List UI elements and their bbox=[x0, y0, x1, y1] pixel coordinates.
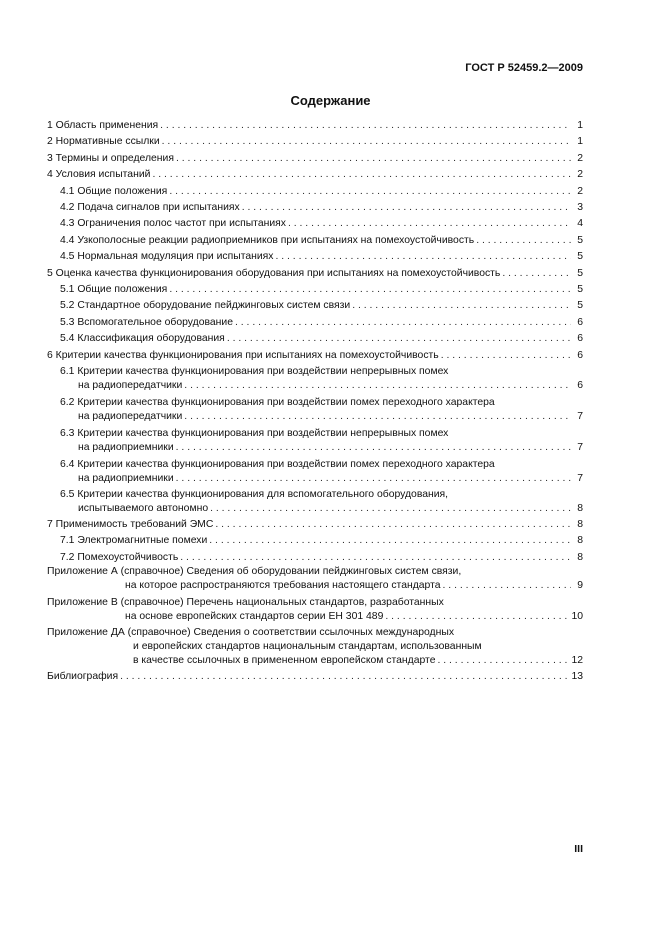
toc-entry-page: 7 bbox=[577, 442, 583, 453]
toc-entry-text: 1 Область применения bbox=[47, 120, 159, 131]
toc-entry-text: 3 Термины и определения bbox=[47, 152, 174, 164]
toc-entry[interactable] bbox=[47, 517, 583, 532]
toc-entry-page: 1 bbox=[577, 120, 583, 131]
toc-entry-text: 2 Нормативные ссылки bbox=[47, 136, 160, 148]
toc-entry-text: 4.4 Узкополосные реакции радиоприемников при испытаниях на помехоустойчивость bbox=[60, 234, 475, 246]
toc-entry[interactable] bbox=[78, 378, 583, 393]
toc-entry-text: 4.1 Общие положения bbox=[60, 185, 168, 197]
toc-entry-text: 7 Применимость требований ЭМС bbox=[47, 519, 214, 530]
toc-entry[interactable] bbox=[133, 653, 583, 668]
toc-entry-page: 10 bbox=[571, 611, 583, 622]
toc-entry-page: 6 bbox=[577, 349, 583, 361]
toc-entry-first-line: 6.3 Критерии качества функционирования при воздействии непрерывных помех bbox=[60, 428, 449, 439]
toc-entry-page: 5 bbox=[577, 284, 583, 295]
toc-entry-page: 8 bbox=[577, 535, 583, 547]
toc-entry-page: 5 bbox=[577, 267, 583, 279]
toc-entry-text: 7.1 Электромагнитные помехи bbox=[60, 535, 208, 547]
toc-entry[interactable] bbox=[47, 167, 583, 182]
toc-entry-text: 4.3 Ограничения полос частот при испытаниях bbox=[60, 218, 286, 230]
toc-entry[interactable] bbox=[78, 409, 583, 424]
toc-entry-first-line: 6.4 Критерии качества функционирования при воздействии помех переходного характера bbox=[60, 459, 495, 470]
page-number: III bbox=[574, 843, 583, 855]
toc-entry-text: 5 Оценка качества функционирования оборудования при испытаниях на помехоустойчивость bbox=[47, 267, 501, 279]
toc-entry[interactable] bbox=[60, 216, 583, 231]
toc-entry[interactable] bbox=[125, 578, 583, 593]
toc-entry-page: 8 bbox=[577, 551, 583, 563]
toc-entry-page: 5 bbox=[577, 300, 583, 312]
toc-entry[interactable] bbox=[47, 118, 583, 133]
toc-entry-text: на радиопередатчики bbox=[78, 411, 183, 422]
toc-entry-first-line: 6.2 Критерии качества функционирования при воздействии помех переходного характера bbox=[60, 397, 495, 408]
toc-entry[interactable] bbox=[60, 550, 583, 565]
toc-entry-page: 1 bbox=[577, 136, 583, 148]
toc-entry-page: 12 bbox=[571, 655, 583, 666]
toc-entry-text: 4.2 Подача сигналов при испытаниях bbox=[60, 202, 240, 213]
toc-entry-text: 5.3 Вспомогательное оборудование bbox=[60, 316, 233, 328]
toc-entry-second-line: и европейских стандартов национальным стандартам, использованным bbox=[133, 641, 482, 652]
toc-entry-page: 9 bbox=[577, 580, 583, 591]
toc-entry-page: 5 bbox=[577, 234, 583, 246]
toc-entry[interactable] bbox=[60, 315, 583, 330]
toc-entry[interactable] bbox=[60, 331, 583, 346]
document-number: ГОСТ Р 52459.2—2009 bbox=[465, 62, 583, 74]
toc-entry[interactable] bbox=[78, 501, 583, 516]
toc-entry-text: 5.4 Классификация оборудования bbox=[60, 333, 225, 345]
toc-entry-text: в качестве ссылочных в примененном европейском стандарте bbox=[133, 655, 436, 666]
toc-entry[interactable] bbox=[60, 533, 583, 548]
toc-entry-text: Библиография bbox=[47, 671, 119, 682]
toc-entry-page: 4 bbox=[577, 218, 583, 230]
toc-entry-text: 7.2 Помехоустойчивость bbox=[60, 551, 179, 563]
toc-entry-page: 6 bbox=[577, 380, 583, 391]
page-title: Содержание bbox=[290, 93, 371, 108]
toc-entry[interactable] bbox=[47, 134, 583, 149]
toc-entry[interactable] bbox=[60, 233, 583, 248]
toc-entry-first-line: 6.5 Критерии качества функционирования для вспомогательного оборудования, bbox=[60, 489, 449, 500]
toc-entry[interactable] bbox=[47, 151, 583, 166]
toc-entry-text: на радиоприемники bbox=[78, 442, 174, 453]
toc-entry-page: 2 bbox=[577, 169, 583, 181]
toc-entry-text: на радиоприемники bbox=[78, 473, 174, 484]
toc-entry-text: 5.2 Стандартное оборудование пейджинговых систем связи bbox=[60, 300, 351, 312]
toc-entry[interactable] bbox=[47, 669, 583, 684]
toc-entry[interactable] bbox=[60, 282, 583, 297]
toc-entry-text: на которое распространяются требования настоящего стандарта bbox=[125, 580, 441, 591]
toc-entry-text: 5.1 Общие положения bbox=[60, 284, 168, 295]
toc-entry-page: 5 bbox=[577, 251, 583, 263]
toc-entry-text: 4 Условия испытаний bbox=[47, 169, 151, 181]
toc-entry-first-line: 6.1 Критерии качества функционирования при воздействии непрерывных помех bbox=[60, 366, 449, 377]
toc-entry-page: 7 bbox=[577, 411, 583, 422]
toc-entry-page: 2 bbox=[577, 152, 583, 164]
toc-entry-first-line: Приложение А (справочное) Сведения об оборудовании пейджинговых систем связи, bbox=[47, 566, 462, 577]
toc-entry-page: 8 bbox=[577, 519, 583, 530]
toc-entry[interactable] bbox=[60, 298, 583, 313]
toc-entry-text: 4.5 Нормальная модуляция при испытаниях bbox=[60, 251, 274, 263]
toc-entry-first-line: Приложение В (справочное) Перечень национальных стандартов, разработанных bbox=[47, 597, 444, 608]
toc-entry[interactable] bbox=[125, 609, 583, 624]
toc-entry[interactable] bbox=[47, 266, 583, 281]
toc-entry-page: 13 bbox=[571, 671, 583, 682]
toc-entry[interactable] bbox=[60, 200, 583, 215]
toc-entry-text: на основе европейских стандартов серии ЕН 301 489 bbox=[125, 611, 384, 622]
toc-entry[interactable] bbox=[78, 471, 583, 486]
toc-entry-text: на радиопередатчики bbox=[78, 380, 183, 391]
toc-entry-text: 6 Критерии качества функционирования при испытаниях на помехоустойчивость bbox=[47, 349, 439, 361]
toc-entry[interactable] bbox=[78, 440, 583, 455]
toc-entry[interactable] bbox=[47, 348, 583, 363]
toc-entry[interactable] bbox=[60, 184, 583, 199]
toc-entry-text: испытываемого автономно bbox=[78, 503, 209, 514]
toc-entry-page: 6 bbox=[577, 316, 583, 328]
toc-entry-page: 3 bbox=[577, 202, 583, 213]
toc-entry[interactable] bbox=[60, 249, 583, 264]
toc-entry-page: 6 bbox=[577, 333, 583, 345]
toc-entry-page: 2 bbox=[577, 185, 583, 197]
toc-entry-first-line: Приложение ДА (справочное) Сведения о соответствии ссылочных международных bbox=[47, 627, 455, 638]
toc-entry-page: 8 bbox=[577, 503, 583, 514]
toc-entry-page: 7 bbox=[577, 473, 583, 484]
